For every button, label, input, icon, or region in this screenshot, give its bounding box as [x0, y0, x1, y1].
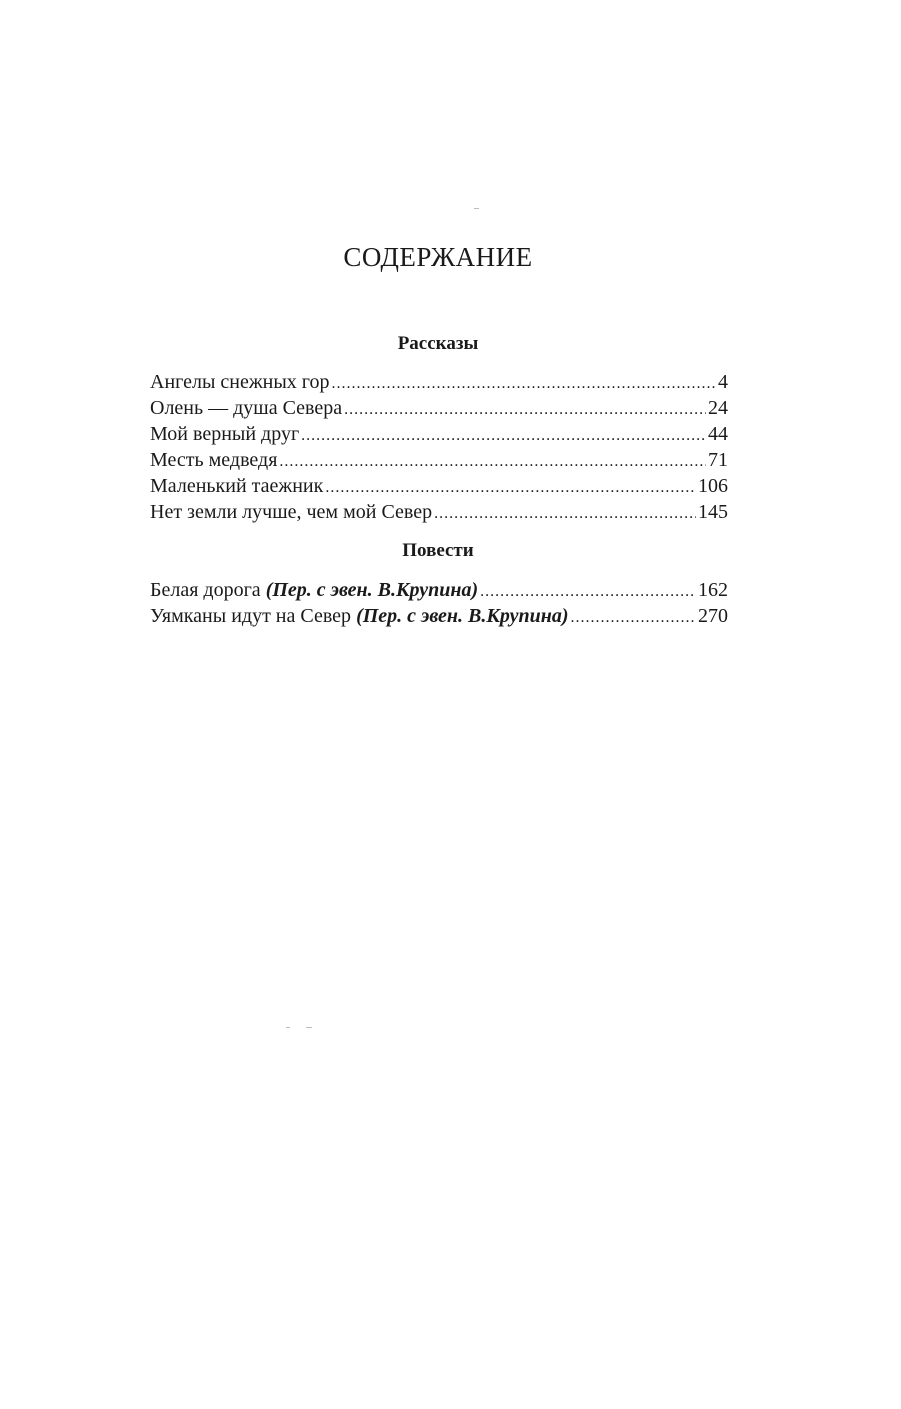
toc-entry[interactable] [150, 473, 728, 499]
toc-entry[interactable] [150, 395, 728, 421]
toc-entry[interactable] [150, 447, 728, 473]
toc-entry-title: Месть медведя [150, 449, 278, 471]
toc-entry-page: 71 [708, 449, 728, 471]
toc-entry[interactable] [150, 577, 728, 603]
toc-entry-page: 145 [698, 501, 728, 523]
toc-entry-title-text: Белая дорога [150, 579, 261, 601]
toc-entry-title: Олень — душа Севера [150, 397, 343, 419]
toc-entry-title-text: Уямканы идут на Север [150, 605, 352, 627]
toc-entry[interactable] [150, 603, 728, 629]
dot-leader [344, 397, 706, 423]
toc-entry[interactable] [150, 421, 728, 447]
toc-entry[interactable] [150, 369, 728, 395]
section-heading-stories: Рассказы [397, 333, 479, 354]
toc-entry-title: Ангелы снежных гор [150, 371, 330, 393]
dot-leader [480, 579, 696, 605]
toc-entry-title [150, 577, 478, 603]
toc-entry-title: Маленький таежник [150, 475, 324, 497]
dot-leader [279, 449, 706, 475]
dot-leader [301, 423, 706, 449]
dot-leader [332, 371, 716, 397]
translator-note: (Пер. с эвен. В.Крупина) [356, 605, 569, 627]
toc-entry[interactable] [150, 499, 728, 525]
toc-entry-title: Нет земли лучше, чем мой Север [150, 501, 433, 523]
toc-entry-page: 44 [708, 423, 728, 445]
toc-list-novellas [150, 577, 728, 629]
scan-speck [286, 1027, 290, 1028]
toc-entry-page: 24 [708, 397, 728, 419]
dot-leader [325, 475, 696, 501]
page-title: СОДЕРЖАНИЕ [343, 242, 533, 272]
translator-note: (Пер. с эвен. В.Крупина) [265, 579, 479, 601]
toc-list-stories [150, 369, 728, 525]
toc-entry-page: 106 [698, 475, 728, 497]
section-heading-novellas: Повести [402, 540, 474, 561]
dot-leader [434, 501, 696, 527]
dot-leader [571, 605, 696, 631]
scan-speck [474, 208, 479, 209]
toc-entry-title [150, 603, 569, 629]
toc-entry-title: Мой верный друг [150, 423, 300, 445]
toc-entry-page: 4 [718, 371, 728, 393]
scan-speck [306, 1027, 312, 1028]
toc-entry-page: 270 [698, 605, 728, 627]
toc-entry-page: 162 [698, 579, 728, 601]
